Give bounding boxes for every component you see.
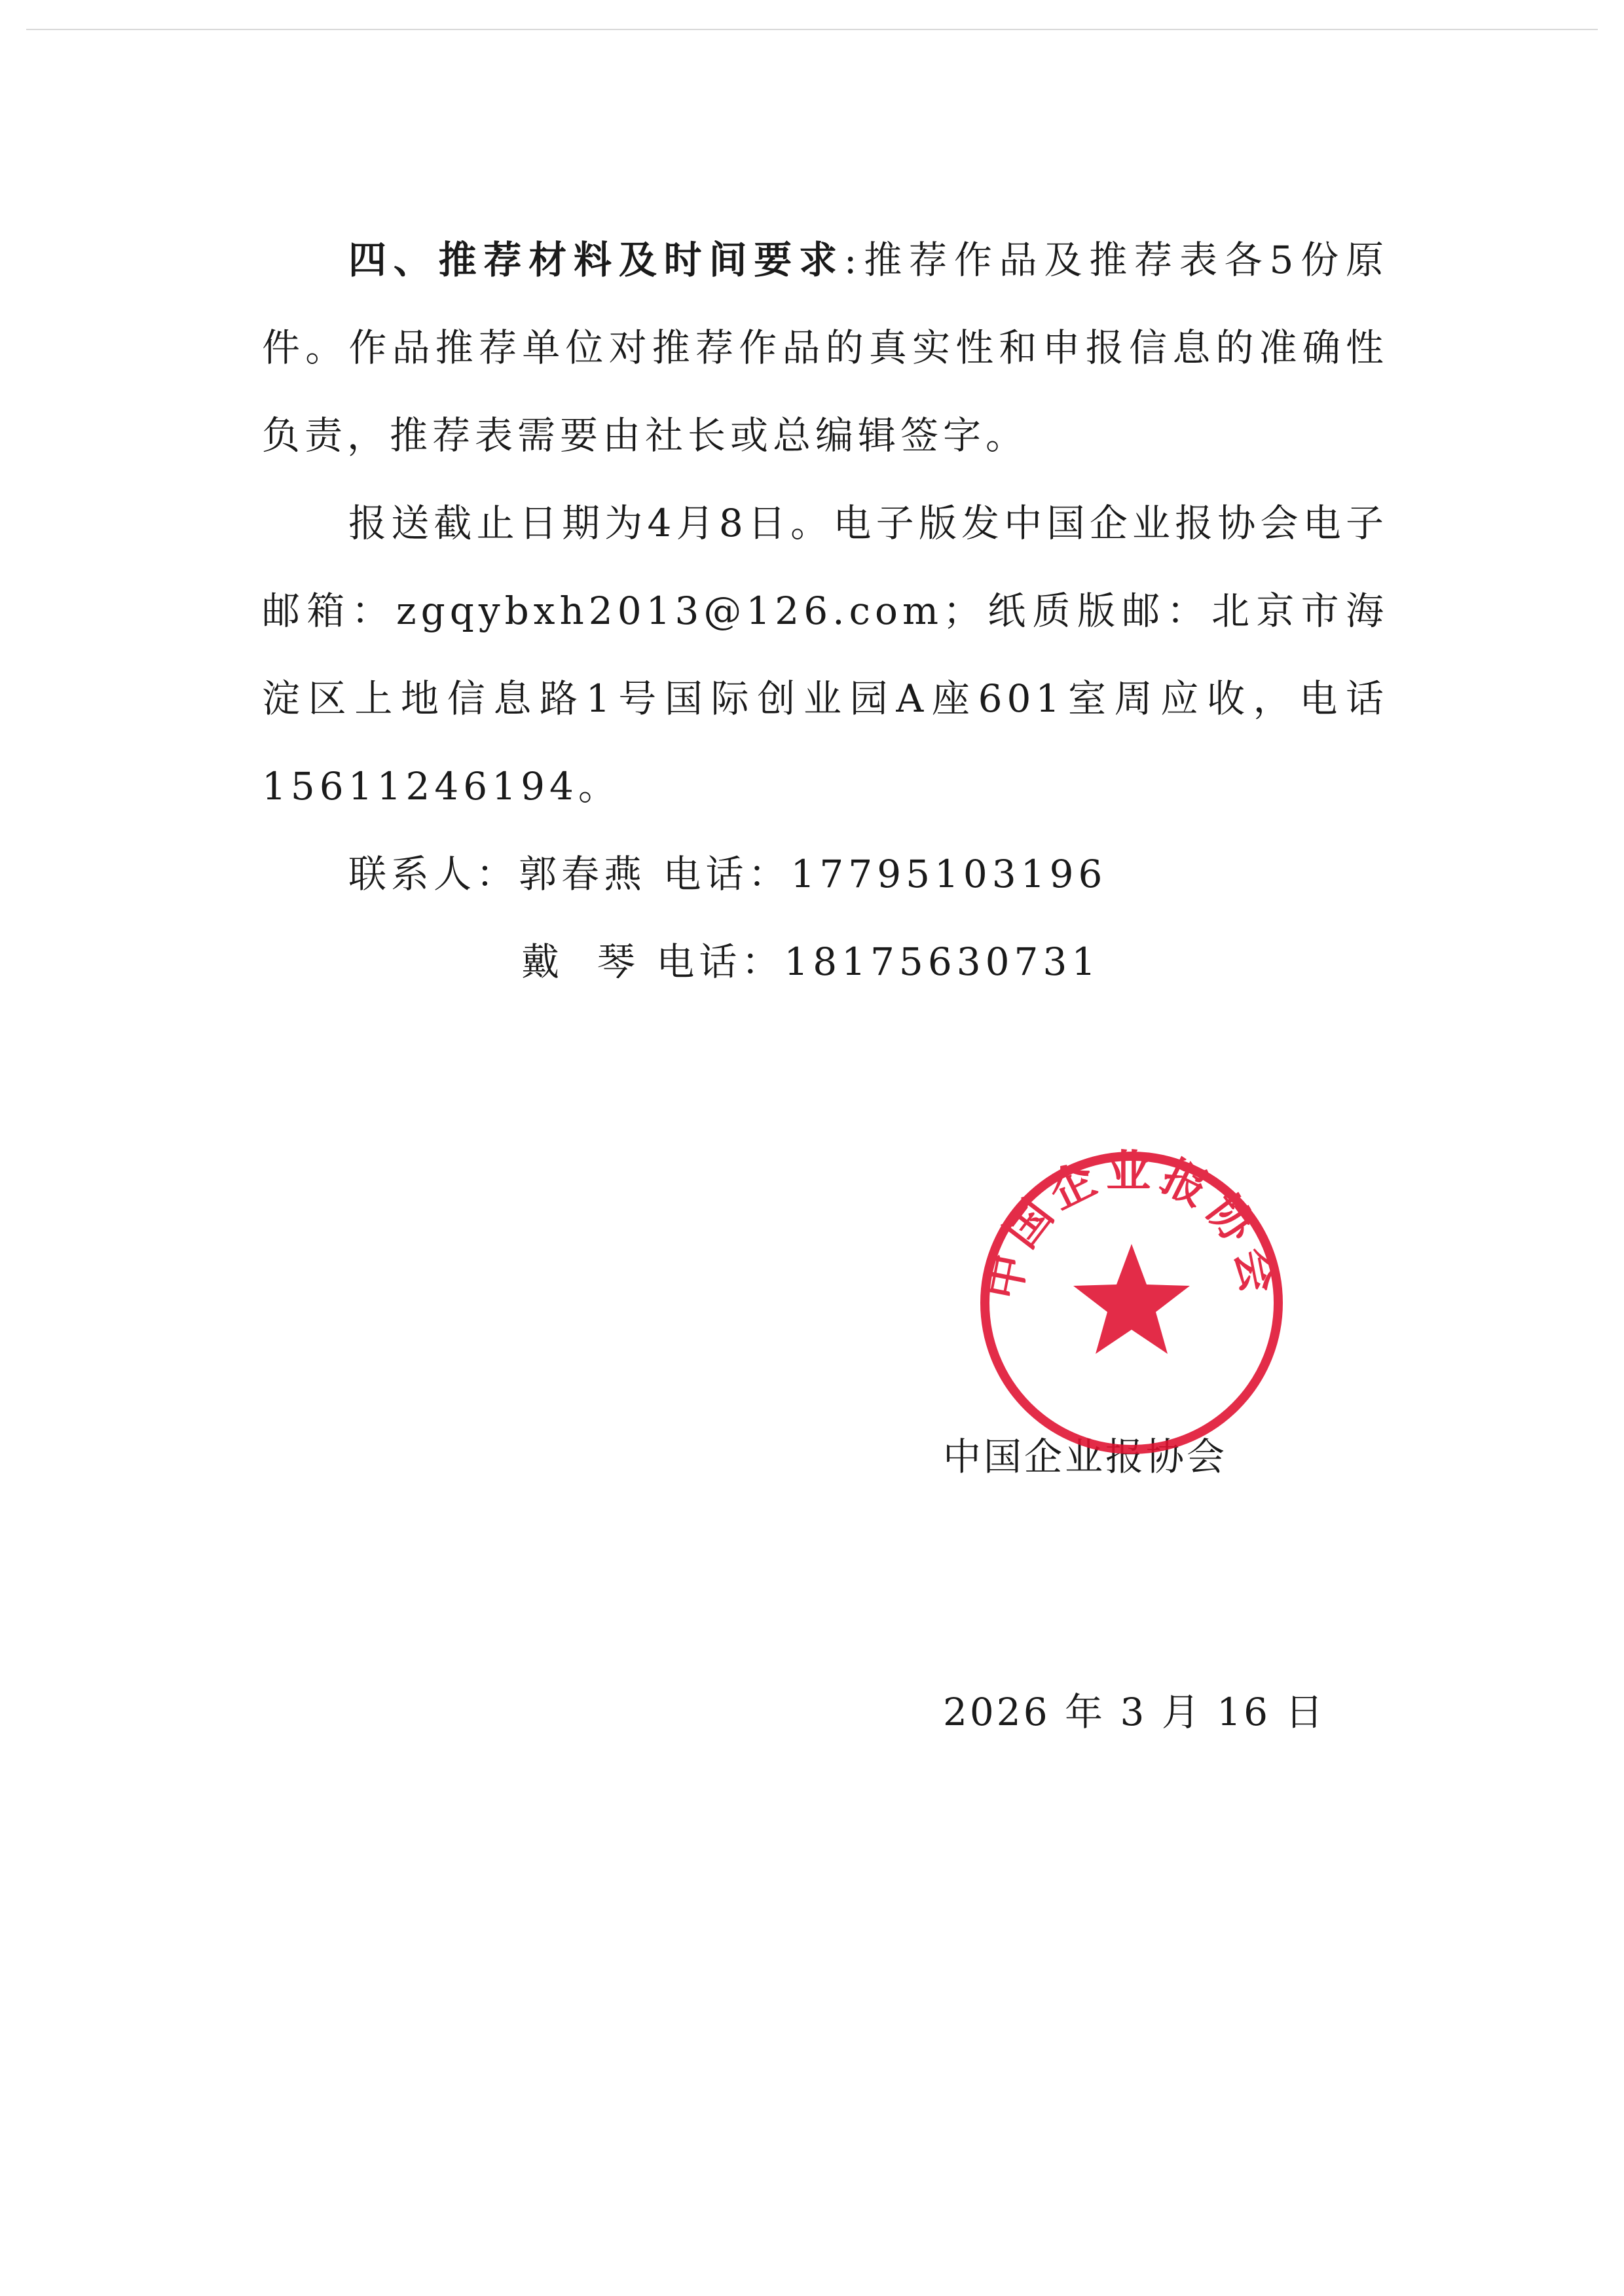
section-heading: 四、推荐材料及时间要求: [348, 238, 844, 282]
document-body: [262, 216, 1388, 1006]
seal-text: 中国企业报协会: [977, 1146, 1286, 1304]
contact-phone: 18175630731: [784, 939, 1101, 984]
contact-name: 戴 琴: [521, 939, 640, 984]
contact-label: 联系人：: [348, 852, 519, 896]
contact-phone-label: 电话：: [663, 852, 791, 896]
contact-phone: 17795103196: [790, 852, 1107, 896]
section-text: :推荐作品及推荐表各5份原件。作品推荐单位对推荐作品的真实性和申报信息的准确性负责，推荐表需要由社长或总编辑签字。: [262, 238, 1388, 458]
signature-date: 2026 年 3 月 16 日: [943, 1690, 1326, 1734]
page-top-rule: [26, 29, 1598, 30]
signature-organization: 中国企业报协会: [943, 1434, 1228, 1479]
official-seal-stamp: [974, 1146, 1289, 1460]
contact-phone-label: 电话：: [656, 939, 784, 984]
requirements-paragraph: [262, 216, 1388, 479]
submission-paragraph: 报送截止日期为4月8日。电子版发中国企业报协会电子邮箱：zgqybxh2013@126.com；纸质版邮：北京市海淀区上地信息路1号国际创业园A座601室周应收，电话15611246194。: [262, 501, 1388, 809]
contact-line-2: [262, 918, 1388, 1006]
seal-star-icon: [1073, 1244, 1190, 1354]
contact-line-1: [262, 830, 1388, 918]
contact-name: 郭春燕: [519, 852, 647, 896]
